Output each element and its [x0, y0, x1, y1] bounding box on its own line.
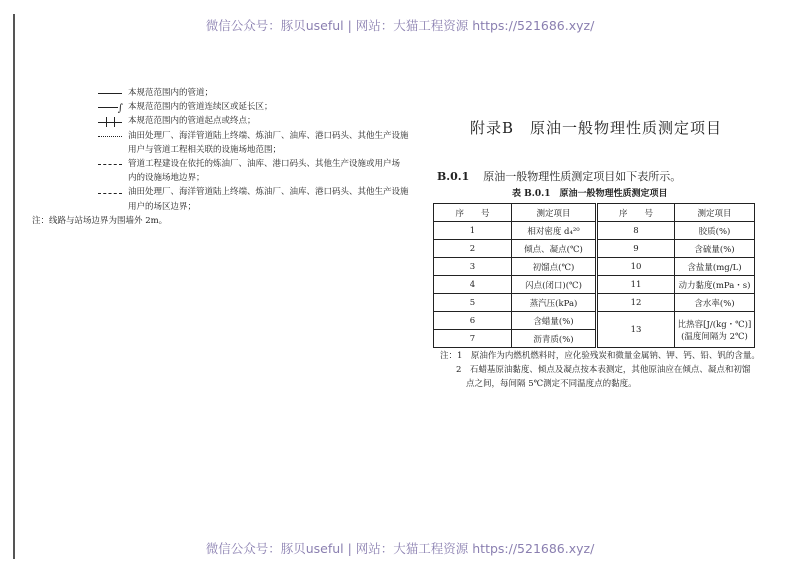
scan-edge [13, 14, 15, 559]
table-cell: 4 [434, 276, 512, 294]
section-number: B.0.1 [437, 170, 470, 183]
table-cell: 12 [597, 294, 675, 312]
legend-text-cont: 用户与管道工程相关联的设施场地范围； [128, 144, 282, 155]
table-caption: 表 B.0.1 原油一般物理性质测定项目 [512, 189, 668, 199]
legend-item [128, 114, 409, 128]
table-row [434, 258, 755, 276]
table-row [434, 222, 755, 240]
table-cell: 蒸汽压(kPa) [512, 294, 597, 312]
header-cell: 测定项目 [675, 204, 755, 222]
legend-item [117, 100, 409, 115]
note: 2 石蜡基原油黏度、倾点及凝点按本表测定，其他原油应在倾点、凝点和初馏 [456, 365, 751, 375]
table-row [434, 276, 755, 294]
note: 注：1 原油作为内燃机燃料时，应化验残炭和微量金属钠、钾、钙、铅、钒的含量。 [440, 351, 760, 361]
cell-line: (温度间隔为 2℃) [681, 331, 748, 342]
legend-item [128, 185, 409, 199]
table-cell: 初馏点(℃) [512, 258, 597, 276]
table-cell: 8 [597, 222, 675, 240]
table-notes [440, 349, 760, 391]
table-row [434, 240, 755, 258]
dashed-line-icon [96, 159, 128, 169]
table-cell: 动力黏度(mPa・s) [675, 276, 755, 294]
section-b01 [437, 168, 681, 184]
table-row [434, 294, 755, 312]
table-cell: 沥青质(%) [512, 330, 597, 348]
cell-line: 比热容[J/(kg・℃)] [677, 319, 752, 330]
table-cell: 2 [434, 240, 512, 258]
note: 点之间，每间隔 5℃测定不同温度点的黏度。 [466, 379, 637, 389]
table-row [434, 312, 755, 330]
dotted-line-icon [96, 131, 128, 141]
table-cell: 含盐量(mg/L) [675, 258, 755, 276]
table-cell: 10 [597, 258, 675, 276]
table-cell: 胶质(%) [675, 222, 755, 240]
table-cell: 含水率(%) [675, 294, 755, 312]
legend-text: 油田处理厂、海洋管道陆上终端、炼油厂、油库、港口码头、其他生产设施 [128, 187, 409, 198]
long-dashed-line-icon [96, 188, 128, 198]
watermark-bottom: 微信公众号：豚贝useful | 网站：大猫工程资源 https://521686.xyz/ [205, 541, 595, 556]
table-cell [675, 312, 755, 348]
break-line-icon: ∫ [96, 102, 128, 112]
legend-item [128, 157, 409, 171]
legend-text-cont: 内的设施场地边界； [128, 173, 205, 184]
end-line-icon [96, 117, 128, 127]
solid-line-icon [96, 88, 128, 98]
table-cell: 11 [597, 276, 675, 294]
table-cell: 5 [434, 294, 512, 312]
table-cell: 13 [597, 312, 675, 348]
legend-text-cont: 用户的场区边界； [128, 201, 197, 212]
legend-item [128, 129, 409, 143]
watermark-top: 微信公众号：豚贝useful | 网站：大猫工程资源 https://521686.xyz/ [205, 18, 595, 33]
legend-text: 本规范范围内的管道； [128, 88, 214, 98]
table-header [434, 204, 755, 222]
header-cell: 序 号 [434, 204, 512, 222]
table-cell: 1 [434, 222, 512, 240]
table-cell: 6 [434, 312, 512, 330]
table-cell: 闪点(闭口)(℃) [512, 276, 597, 294]
legend-text: 管道工程建设在依托的炼油厂、油库、港口码头、其他生产设施或用户场 [128, 159, 401, 170]
legend-text: 本规范范围内的管道连续区或延长区； [128, 102, 273, 113]
table-cell: 9 [597, 240, 675, 258]
table-cell: 含蜡量(%) [512, 312, 597, 330]
table-cell: 3 [434, 258, 512, 276]
header-cell: 序 号 [597, 204, 675, 222]
legend-item [128, 86, 409, 100]
legend [32, 86, 409, 228]
legend-text: 油田处理厂、海洋管道陆上终端、炼油厂、油库、港口码头、其他生产设施 [128, 130, 409, 141]
legend-note: 注：线路与站场边界为围墙外 2m。 [32, 215, 168, 226]
table-cell: 7 [434, 330, 512, 348]
section-text: 原油一般物理性质测定项目如下表所示。 [483, 170, 682, 183]
header-cell: 测定项目 [512, 204, 597, 222]
table-cell: 倾点、凝点(℃) [512, 240, 597, 258]
properties-table [433, 203, 755, 348]
appendix-title: 附录B 原油一般物理性质测定项目 [470, 119, 723, 137]
table-cell: 含硫量(%) [675, 240, 755, 258]
legend-text: 本规范范围内的管道起点或终点； [128, 116, 256, 127]
table-cell: 相对密度 d₄²⁰ [512, 222, 597, 240]
